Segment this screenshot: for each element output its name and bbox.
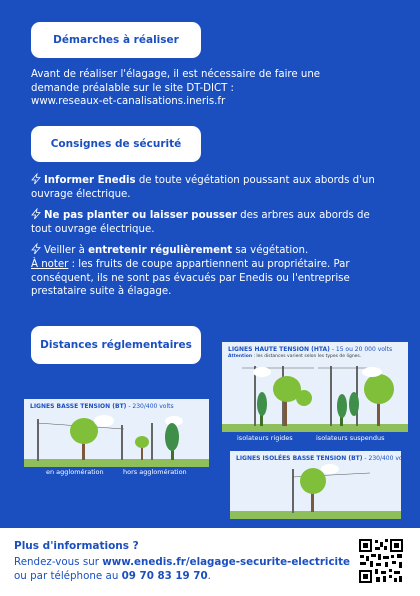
distances-heading: Distances réglementaires bbox=[31, 326, 201, 364]
consigne-item-1: Informer Enedis de toute végétation poussant aux abords d'un bbox=[31, 174, 411, 188]
demarches-link[interactable]: www.reseaux-et-canalisations.ineris.fr bbox=[31, 96, 226, 108]
consignes-heading: Consignes de sécurité bbox=[31, 126, 201, 162]
footer-heading: Plus d'informations ? bbox=[14, 540, 139, 552]
hta-caption-right: isolateurs suspendus bbox=[316, 434, 385, 442]
lightning-icon bbox=[31, 244, 41, 254]
diagram-bt-isolees bbox=[230, 451, 410, 519]
phone-number[interactable]: 09 70 83 19 70 bbox=[121, 569, 208, 582]
lightning-icon bbox=[31, 174, 41, 184]
diagram-hta-illustration bbox=[222, 342, 408, 432]
lightning-icon bbox=[31, 209, 41, 219]
diagram-hta-title: LIGNES HAUTE TENSION (HTA) - 15 ou 20 000 volts bbox=[228, 346, 393, 353]
consigne-item-2: Ne pas planter ou laisser pousser des arbres aux abords de bbox=[31, 209, 411, 223]
qr-code-icon[interactable] bbox=[358, 538, 404, 584]
diagram-bti-illustration bbox=[230, 451, 401, 519]
enedis-link[interactable]: www.enedis.fr/elagage-securite-electricite bbox=[102, 556, 350, 568]
hta-caption-left: isolateurs rigides bbox=[237, 434, 293, 442]
diagram-bt bbox=[24, 399, 209, 467]
footer-text: Rendez-vous sur www.enedis.fr/elagage-securite-electricite ou par téléphone au 09 70 83 19 70. bbox=[14, 556, 350, 582]
demarches-line-2: demande préalable sur le site DT-DICT : bbox=[31, 82, 234, 94]
demarches-line-1: Avant de réaliser l'élagage, il est nécessaire de faire une bbox=[31, 69, 321, 80]
demarches-heading: Démarches à réaliser bbox=[31, 22, 201, 58]
bt-caption-right: hors agglomération bbox=[123, 468, 187, 476]
consignes-text: Informer Enedis de toute végétation poussant aux abords d'un ouvrage électrique. Ne pas planter ou laisser pousser des arbres aux abords de tout ouvrage électrique. Veiller à entretenir régulièrement sa végétation. À noter : les fruits de coupe appartiennent au propriétaire. Par conséquent, ils ne sont pas évacués par Enedis ou l'entreprise prestataire suite à élagage. bbox=[31, 174, 411, 299]
footer bbox=[0, 528, 420, 596]
consigne-note: À noter : les fruits de coupe appartiennent au propriétaire. Par bbox=[31, 258, 350, 270]
diagram-bt-illustration bbox=[24, 399, 209, 467]
diagram-hta bbox=[222, 342, 408, 432]
diagram-bt-title: LIGNES BASSE TENSION (BT) - 230/400 volts bbox=[30, 403, 174, 410]
consigne-item-3: Veiller à entretenir régulièrement sa végétation. bbox=[31, 244, 411, 258]
bt-caption-left: en agglomération bbox=[46, 468, 104, 476]
diagram-hta-note: Attention : les distances varient selon les types de lignes. bbox=[228, 354, 362, 359]
diagram-bti-title: LIGNES ISOLÉES BASSE TENSION (BT) - 230/400 volts bbox=[236, 455, 410, 462]
demarches-text bbox=[31, 68, 320, 109]
